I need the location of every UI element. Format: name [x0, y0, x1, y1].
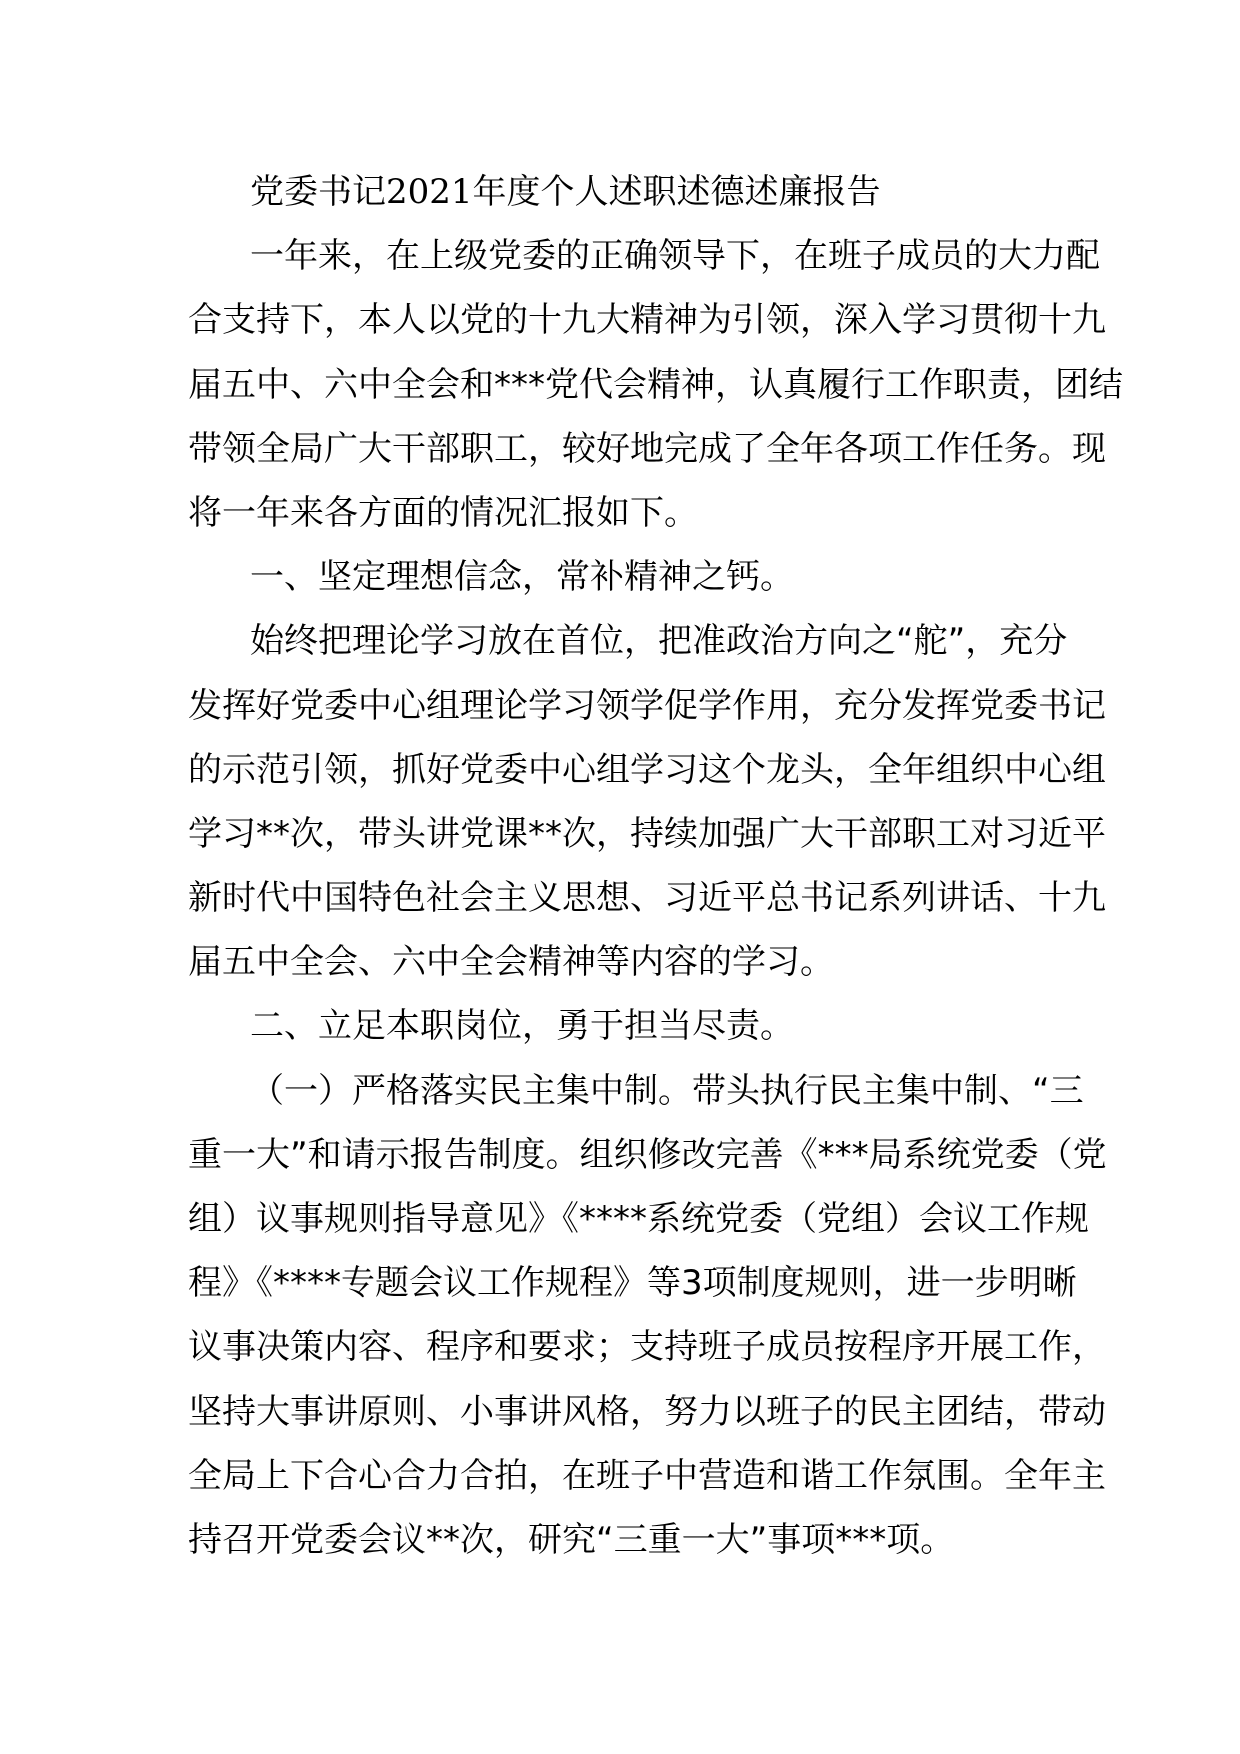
paragraph-line: 议事决策内容、程序和要求；支持班子成员按程序开展工作， [188, 1327, 1106, 1368]
paragraph-line: 新时代中国特色社会主义思想、习近平总书记系列讲话、十九 [188, 878, 1106, 919]
paragraph-line: 合支持下，本人以党的十九大精神为引领，深入学习贯彻十九 [188, 300, 1106, 341]
section-heading: 一、坚定理想信念，常补精神之钙。 [250, 557, 794, 598]
paragraph-line: 坚持大事讲原则、小事讲风格，努力以班子的民主团结，带动 [188, 1391, 1106, 1432]
paragraph-line: 将一年来各方面的情况汇报如下。 [188, 492, 698, 533]
paragraph-line: 学习**次，带头讲党课**次，持续加强广大干部职工对习近平 [188, 813, 1106, 854]
paragraph-line: 程》《****专题会议工作规程》等3项制度规则，进一步明晰 [188, 1263, 1077, 1304]
paragraph-line: 发挥好党委中心组理论学习领学促学作用，充分发挥党委书记 [188, 685, 1106, 726]
paragraph-line: 全局上下合心合力合拍，在班子中营造和谐工作氛围。全年主 [188, 1455, 1106, 1496]
document-page [188, 160, 1123, 1572]
paragraph-line: 一年来，在上级党委的正确领导下，在班子成员的大力配 [250, 236, 1100, 277]
paragraph-line: 届五中、六中全会和***党代会精神，认真履行工作职责，团结 [188, 364, 1123, 405]
paragraph-line: 始终把理论学习放在首位，把准政治方向之“舵”，充分 [250, 621, 1068, 662]
section-heading: 二、立足本职岗位，勇于担当尽责。 [250, 1006, 794, 1047]
paragraph-line: （一）严格落实民主集中制。带头执行民主集中制、“三 [250, 1070, 1084, 1111]
paragraph-line: 的示范引领，抓好党委中心组学习这个龙头，全年组织中心组 [188, 749, 1106, 790]
paragraph-line: 组）议事规则指导意见》《****系统党委（党组）会议工作规 [188, 1199, 1089, 1239]
document-title: 党委书记2021年度个人述职述德述廉报告 [250, 172, 881, 212]
paragraph-line: 持召开党委会议**次，研究“三重一大”事项***项。 [188, 1519, 955, 1560]
paragraph-line: 带领全局广大干部职工，较好地完成了全年各项工作任务。现 [188, 428, 1106, 469]
paragraph-line: 重一大”和请示报告制度。组织修改完善《***局系统党委（党 [188, 1134, 1107, 1175]
paragraph-line: 届五中全会、六中全会精神等内容的学习。 [188, 942, 834, 983]
